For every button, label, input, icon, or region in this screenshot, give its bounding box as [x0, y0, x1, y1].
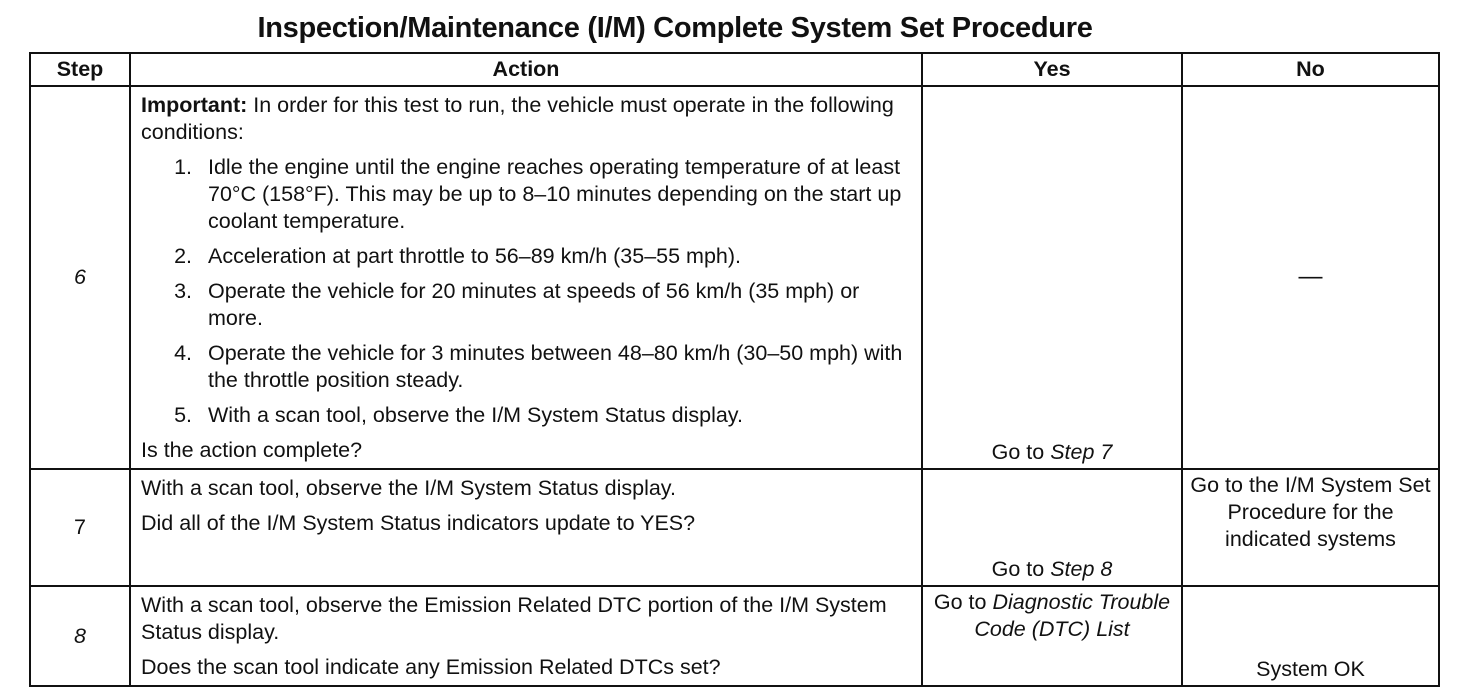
- step-number: 7: [30, 469, 130, 586]
- table-header-row: [30, 53, 1439, 86]
- header-action: Action: [130, 53, 922, 86]
- list-item: 5. With a scan tool, observe the I/M System Status display.: [198, 402, 911, 429]
- important-label: Important:: [141, 93, 248, 117]
- step-number: 8: [30, 586, 130, 686]
- table-row-step-6: [30, 86, 1439, 469]
- step-number: 6: [30, 86, 130, 469]
- page-title: Inspection/Maintenance (I/M) Complete System Set Procedure: [257, 12, 1093, 44]
- yes-cell: [922, 469, 1182, 586]
- list-item: 3. Operate the vehicle for 20 minutes at speeds of 56 km/h (35 mph) or more.: [198, 278, 911, 332]
- action-text: With a scan tool, observe the I/M System Status display.: [141, 476, 676, 500]
- no-cell: [1182, 86, 1439, 469]
- list-item: 1. Idle the engine until the engine reaches operating temperature of at least 70°C (158°F). This may be up to 8–10 minutes depending on the start up coolant temperature.: [198, 154, 911, 235]
- yes-cell: [922, 586, 1182, 686]
- action-cell: [130, 586, 922, 686]
- header-step: Step: [30, 53, 130, 86]
- header-yes: Yes: [922, 53, 1182, 86]
- yes-dtc-link[interactable]: Diagnostic Trouble Code (DTC) List: [974, 590, 1171, 641]
- yes-cell: [922, 86, 1182, 469]
- action-question: Is the action complete?: [141, 438, 363, 462]
- no-cell: Go to the I/M System Set Procedure for the indicated systems: [1182, 469, 1439, 586]
- action-cell: [130, 86, 922, 469]
- important-text: In order for this test to run, the vehicle must operate in the following conditions:: [141, 93, 894, 144]
- header-no: No: [1182, 53, 1439, 86]
- list-item: 2. Acceleration at part throttle to 56–89 km/h (35–55 mph).: [198, 243, 911, 270]
- important-note: [141, 92, 911, 146]
- table-row-step-8: [30, 586, 1439, 686]
- action-question: Does the scan tool indicate any Emission Related DTCs set?: [141, 655, 721, 679]
- yes-step-link[interactable]: Step 8: [1050, 557, 1113, 581]
- action-cell: [130, 469, 922, 586]
- procedure-table: [29, 52, 1440, 687]
- list-item: 4. Operate the vehicle for 3 minutes between 48–80 km/h (30–50 mph) with the throttle position steady.: [198, 340, 911, 394]
- no-dash: —: [1298, 262, 1323, 290]
- action-question: Did all of the I/M System Status indicators update to YES?: [141, 511, 696, 535]
- no-cell: System OK: [1182, 586, 1439, 686]
- yes-prefix: Go to: [933, 590, 993, 614]
- action-text: With a scan tool, observe the Emission Related DTC portion of the I/M System Status display.: [141, 593, 887, 644]
- table-row-step-7: [30, 469, 1439, 586]
- yes-step-link[interactable]: Step 7: [1050, 440, 1113, 464]
- yes-prefix: Go to: [991, 440, 1051, 464]
- conditions-list: [141, 154, 911, 429]
- yes-prefix: Go to: [991, 557, 1051, 581]
